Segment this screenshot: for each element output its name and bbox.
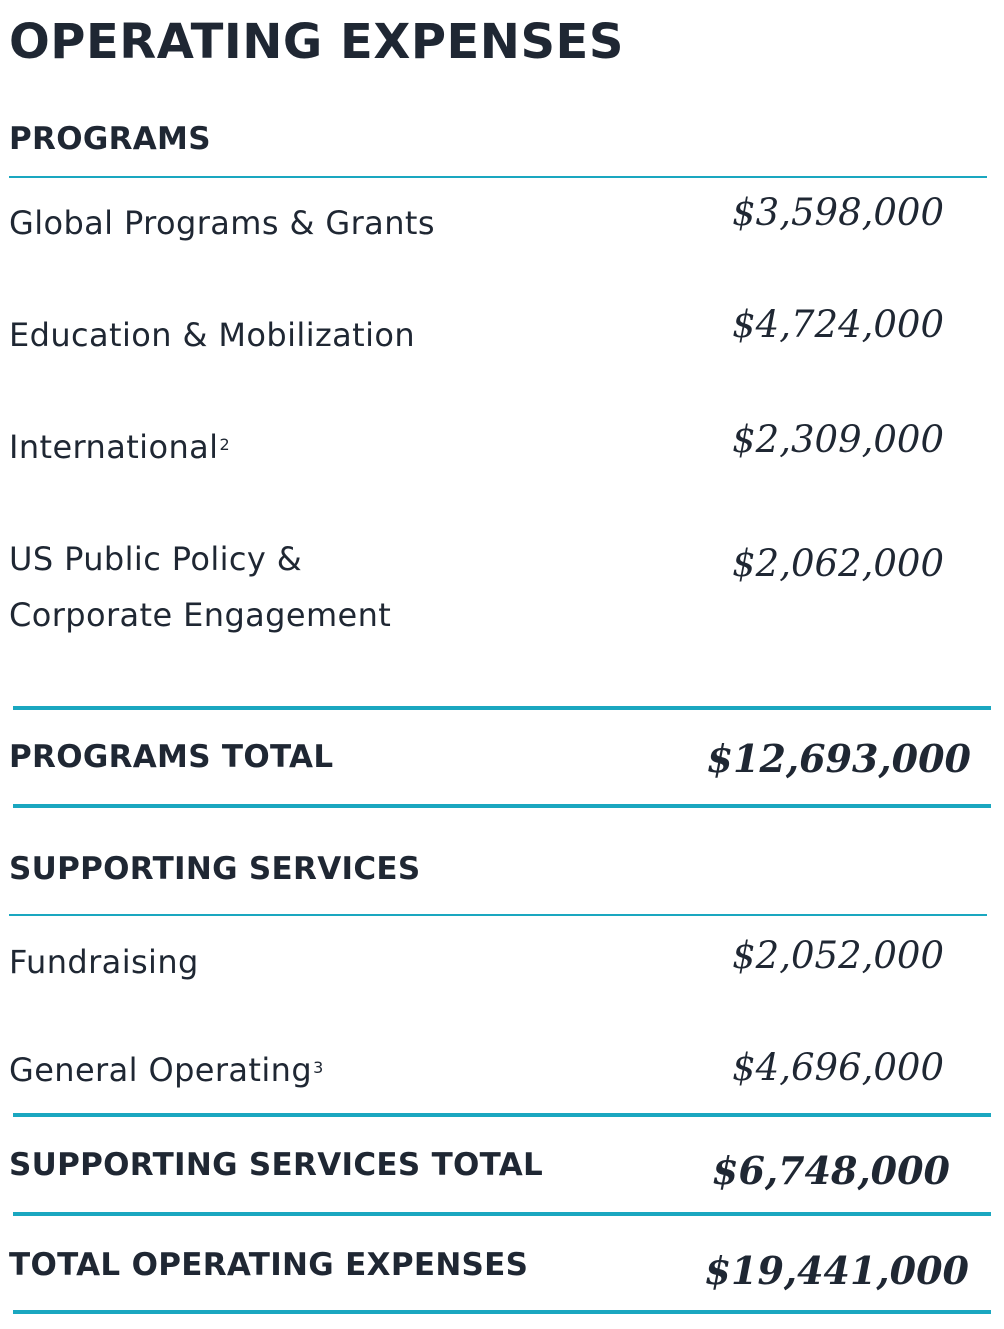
supporting-amount: $4,696,000 bbox=[732, 1046, 944, 1089]
programs-total-top-rule bbox=[13, 706, 991, 710]
supporting-total-bottom-rule bbox=[13, 1212, 991, 1216]
program-amount: $2,309,000 bbox=[732, 418, 944, 461]
grand-total-amount: $19,441,000 bbox=[704, 1248, 969, 1293]
program-amount: $4,724,000 bbox=[732, 303, 944, 346]
program-label: Global Programs & Grants bbox=[9, 204, 435, 242]
program-label-line2: Corporate Engagement bbox=[9, 596, 392, 634]
footnote-marker: 3 bbox=[313, 1058, 324, 1077]
supporting-label: Fundraising bbox=[9, 943, 199, 981]
grand-total-bottom-rule bbox=[13, 1310, 991, 1314]
supporting-label-text: General Operating bbox=[9, 1051, 313, 1089]
program-label-line1: US Public Policy & bbox=[9, 540, 303, 578]
supporting-heading: SUPPORTING SERVICES bbox=[9, 851, 421, 887]
program-label: Education & Mobilization bbox=[9, 316, 416, 354]
programs-total-amount: $12,693,000 bbox=[706, 736, 971, 781]
supporting-heading-rule bbox=[9, 914, 987, 916]
supporting-total-top-rule bbox=[13, 1113, 991, 1117]
program-amount: $2,062,000 bbox=[732, 542, 944, 585]
page-title: OPERATING EXPENSES bbox=[9, 14, 624, 70]
supporting-total-amount: $6,748,000 bbox=[712, 1148, 950, 1193]
programs-total-label: PROGRAMS TOTAL bbox=[9, 739, 334, 775]
supporting-label bbox=[9, 1042, 324, 1098]
grand-total-label: TOTAL OPERATING EXPENSES bbox=[9, 1247, 529, 1283]
footnote-marker: 2 bbox=[219, 435, 231, 454]
programs-total-bottom-rule bbox=[13, 804, 991, 808]
supporting-total-label: SUPPORTING SERVICES TOTAL bbox=[9, 1147, 544, 1183]
supporting-amount: $2,052,000 bbox=[732, 934, 944, 977]
program-label-text: International bbox=[9, 428, 219, 466]
program-label bbox=[9, 419, 230, 475]
programs-heading-rule bbox=[9, 176, 987, 178]
programs-heading: PROGRAMS bbox=[9, 121, 211, 157]
program-amount: $3,598,000 bbox=[732, 191, 944, 234]
